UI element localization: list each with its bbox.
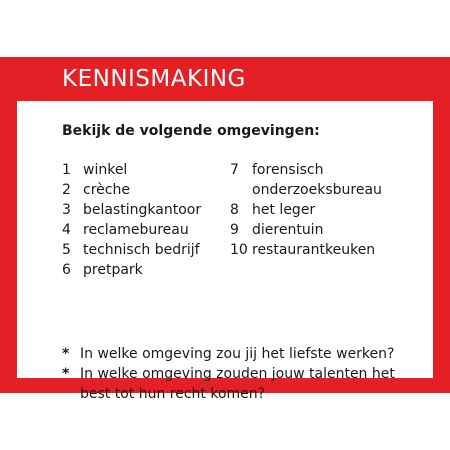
intro-text: Bekijk de volgende omgevingen: bbox=[62, 123, 320, 139]
item-label: belastingkantoor bbox=[83, 202, 202, 218]
asterisk-bullet: * bbox=[62, 366, 70, 382]
item-number: 1 bbox=[62, 162, 71, 178]
asterisk-bullet: * bbox=[62, 346, 70, 362]
question-text-line-2: best tot hun recht komen? bbox=[80, 386, 266, 402]
item-number: 6 bbox=[62, 262, 71, 278]
item-number: 8 bbox=[230, 202, 239, 218]
item-number: 3 bbox=[62, 202, 71, 218]
item-number: 2 bbox=[62, 182, 71, 198]
item-label: pretpark bbox=[83, 262, 143, 278]
card-title: KENNISMAKING bbox=[62, 66, 246, 92]
question-list bbox=[62, 344, 395, 404]
item-label: restaurantkeuken bbox=[252, 242, 376, 258]
item-number: 9 bbox=[230, 222, 239, 238]
item-label bbox=[252, 160, 382, 200]
item-number: 7 bbox=[230, 162, 239, 178]
item-label: reclamebureau bbox=[83, 222, 189, 238]
question-item bbox=[62, 344, 395, 364]
content-panel bbox=[17, 101, 433, 402]
item-number: 5 bbox=[62, 242, 71, 258]
item-label: het leger bbox=[252, 202, 316, 218]
item-label: winkel bbox=[83, 162, 128, 178]
item-number: 10 bbox=[230, 242, 248, 258]
item-number: 4 bbox=[62, 222, 71, 238]
item-label-line-2: onderzoeksbureau bbox=[252, 182, 382, 198]
item-label: dierentuin bbox=[252, 222, 324, 238]
question-text-line-1: In welke omgeving zouden jouw talenten het bbox=[80, 366, 395, 382]
question-item bbox=[62, 364, 395, 404]
question-text: In welke omgeving zou jij het liefste werken? bbox=[80, 346, 395, 362]
item-label-line-1: forensisch bbox=[252, 162, 324, 178]
item-label: technisch bedrijf bbox=[83, 242, 200, 258]
item-label: crèche bbox=[83, 182, 130, 198]
card bbox=[0, 57, 450, 402]
